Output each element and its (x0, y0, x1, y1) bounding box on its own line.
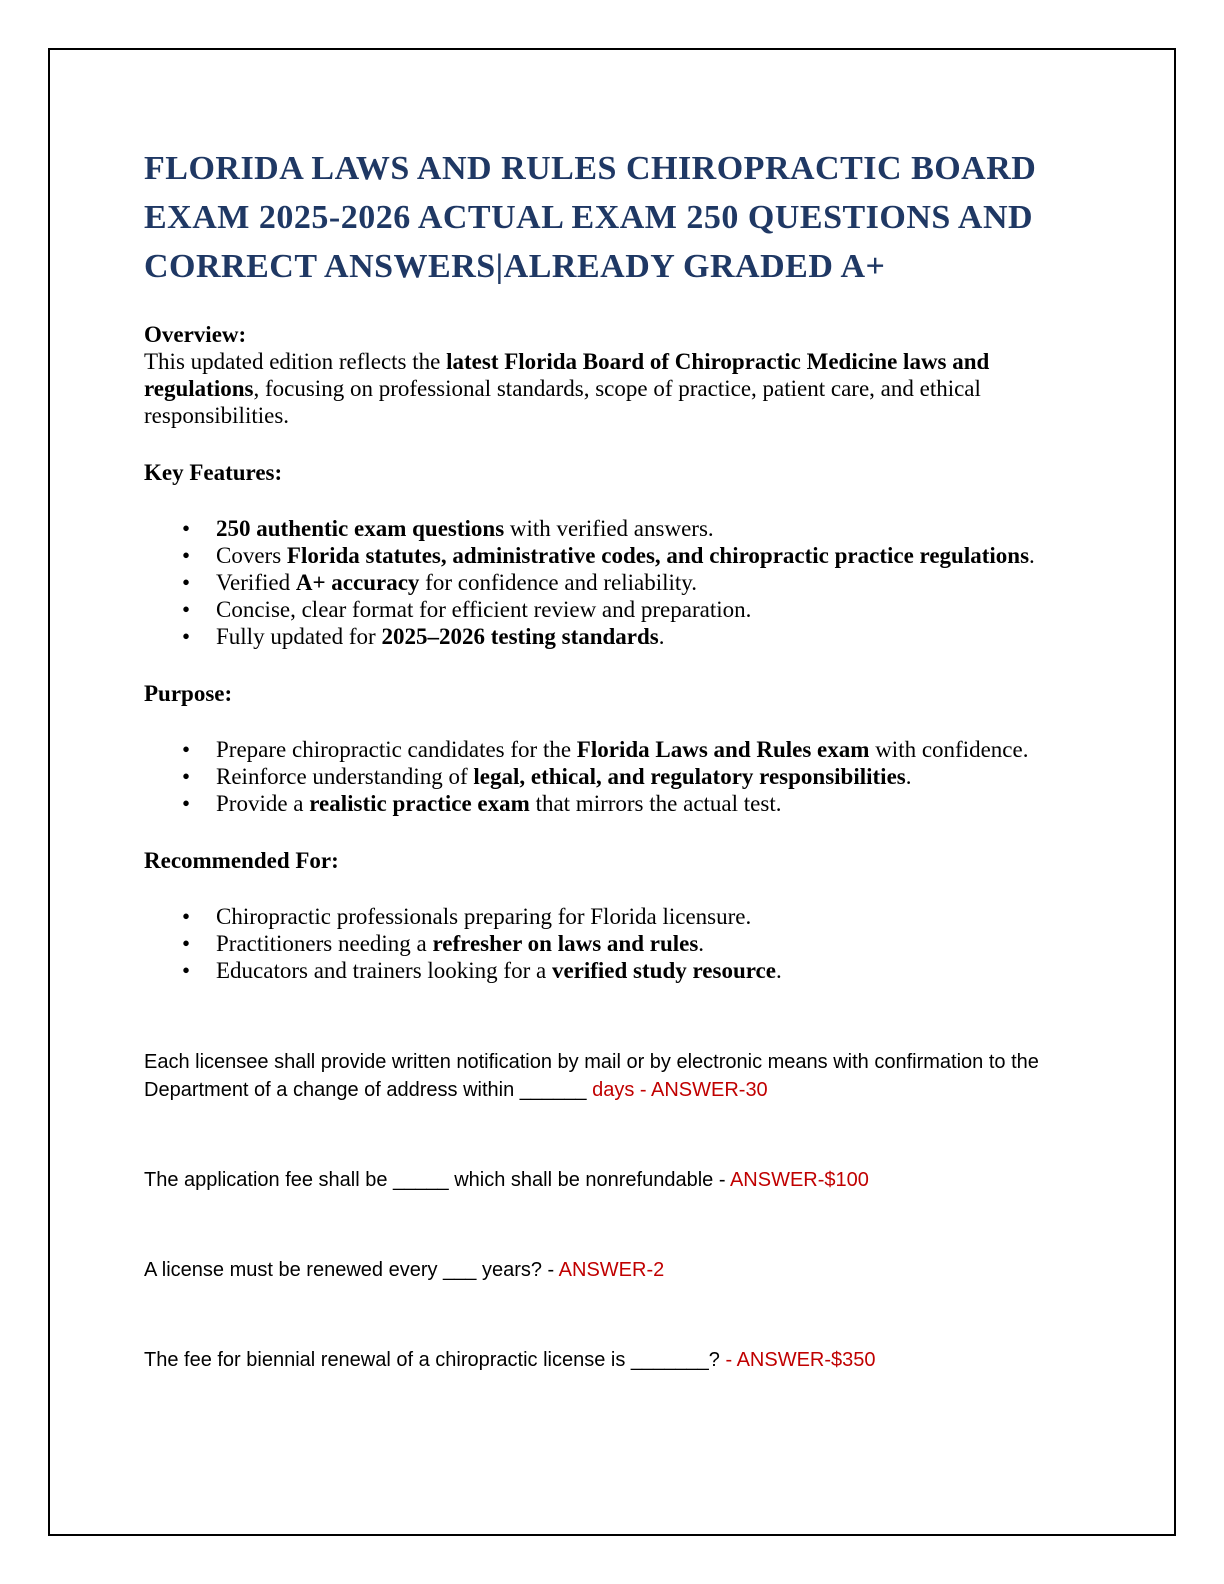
question-answer (144, 1346, 1082, 1374)
text-run: . (1029, 543, 1035, 568)
question-text: The application fee shall be _____ which shall be nonrefundable - (144, 1169, 730, 1191)
text-run: Provide a (216, 791, 310, 816)
text-run-bold: 250 authentic exam questions (216, 516, 505, 541)
answer-text: - ANSWER-$350 (725, 1349, 876, 1371)
question-text: A license must be renewed every ___ years? - (144, 1259, 559, 1281)
text-run: Prepare chiropractic candidates for the (216, 737, 577, 762)
text-run: for confidence and reliability. (419, 570, 698, 595)
question-answer (144, 1166, 1082, 1194)
text-run: Educators and trainers looking for a (216, 958, 552, 983)
list-item (144, 736, 1082, 763)
text-run: Reinforce understanding of (216, 764, 474, 789)
text-run: . (775, 958, 782, 983)
purpose-list (144, 736, 1082, 817)
answer-text: ANSWER-2 (558, 1259, 665, 1281)
text-run: Concise, clear format for efficient review and preparation. (216, 597, 752, 622)
list-item (144, 903, 1082, 930)
question-answer (144, 1048, 1082, 1104)
text-run-bold: Florida Laws and Rules exam (576, 737, 870, 762)
key-features-list (144, 515, 1082, 650)
answer-text: ANSWER-$100 (729, 1169, 869, 1191)
list-item (144, 542, 1082, 569)
list-item (144, 957, 1082, 984)
text-run-bold: refresher on laws and rules (432, 931, 699, 956)
document-title (144, 144, 1082, 291)
text-run-bold: realistic practice exam (309, 791, 530, 816)
text-run: . (905, 764, 912, 789)
text-run-bold: A+ accuracy (295, 570, 420, 595)
question-answer (144, 1256, 1082, 1284)
title-line: CORRECT ANSWERS|ALREADY GRADED A+ (144, 248, 886, 285)
text-run-bold: Florida statutes, administrative codes, and chiropractic practice regulations (286, 543, 1030, 568)
text-run: Covers (216, 543, 287, 568)
overview-paragraph (144, 348, 1082, 429)
text-run-bold: legal, ethical, and regulatory responsibilities (473, 764, 906, 789)
list-item (144, 569, 1082, 596)
text-run-bold: verified study resource (551, 958, 776, 983)
page-content (144, 0, 1082, 1374)
recommended-list (144, 903, 1082, 984)
list-item (144, 930, 1082, 957)
title-line: EXAM 2025-2026 ACTUAL EXAM 250 QUESTIONS AND (144, 199, 1034, 236)
text-run: . (698, 931, 705, 956)
text-run: with verified answers. (504, 516, 714, 541)
question-text: Each licensee shall provide written notification by mail or by electronic means with confirmation to the Department of a change of address within ______ (144, 1051, 1039, 1101)
text-run: , focusing on professional standards, scope of practice, patient care, and ethical responsibilities. (144, 376, 981, 428)
text-run: . (658, 624, 665, 649)
question-text: The fee for biennial renewal of a chiropractic license is _______? (144, 1349, 726, 1371)
title-line: FLORIDA LAWS AND RULES CHIROPRACTIC BOARD (144, 150, 1037, 187)
text-run-bold: latest Florida Board of Chiropractic Medicine laws and regulations (144, 349, 990, 401)
overview-heading: Overview: (144, 322, 247, 347)
list-item (144, 623, 1082, 650)
purpose-heading: Purpose: (144, 681, 233, 706)
text-run: This updated edition reflects the (144, 349, 447, 374)
list-item (144, 515, 1082, 542)
text-run: Verified (216, 570, 296, 595)
text-run: Fully updated for (216, 624, 382, 649)
key-features-heading: Key Features: (144, 460, 283, 485)
text-run: that mirrors the actual test. (529, 791, 782, 816)
list-item (144, 790, 1082, 817)
list-item (144, 763, 1082, 790)
list-item (144, 596, 1082, 623)
answer-text: days - ANSWER-30 (592, 1079, 768, 1101)
text-run: with confidence. (869, 737, 1029, 762)
text-run-bold: 2025–2026 testing standards (381, 624, 659, 649)
recommended-heading: Recommended For: (144, 848, 339, 873)
text-run: Chiropractic professionals preparing for Florida licensure. (216, 904, 752, 929)
text-run: Practitioners needing a (216, 931, 433, 956)
